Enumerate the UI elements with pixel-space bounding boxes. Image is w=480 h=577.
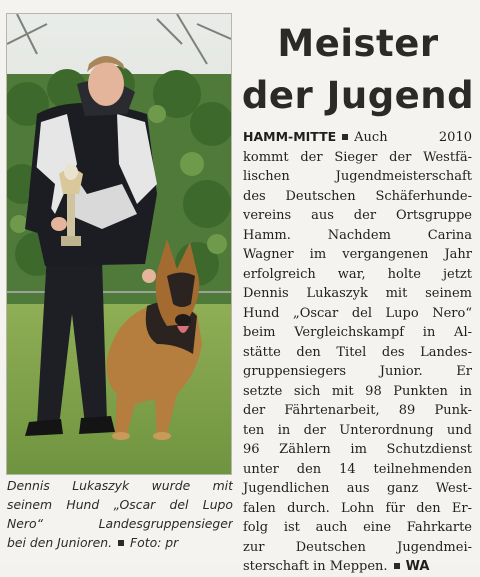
bullet-icon — [118, 540, 124, 546]
article-line: folg ist auch eine Fahrkarte — [243, 520, 472, 535]
article-line: erfolgreich war, holte jetzt — [243, 266, 472, 282]
article-line: Wagner im vergangenen Jahr — [243, 247, 472, 262]
bullet-icon — [394, 563, 400, 569]
caption-line: Nero“ Landesgruppensieger — [7, 516, 233, 531]
article-line: beim Vergleichskampf in Al- — [243, 325, 472, 340]
headline-line-1: Meister — [277, 22, 439, 65]
article-line: ten in der Unterordnung und — [243, 422, 472, 438]
caption-line: seinem Hund „Oscar del Lupo — [7, 497, 233, 512]
article-line: des Deutschen Schäferhunde- — [243, 188, 472, 204]
bullet-icon — [342, 134, 348, 140]
caption-line: bei den Junioren. — [7, 535, 113, 550]
photo-caption — [7, 476, 233, 552]
article-line: Dennis Lukaszyk mit seinem — [243, 286, 472, 301]
headline-line-2: der Jugend — [241, 74, 475, 117]
article-line: unter den 14 teilnehmenden — [243, 461, 472, 477]
article-line: zur Deutschen Jugendmei- — [243, 539, 472, 555]
article-line: Auch 2010 — [354, 130, 472, 145]
article-line: stätte den Titel des Landes- — [243, 344, 472, 360]
article-line: falen durch. Lohn für den Er- — [243, 500, 472, 516]
article-line: kommt der Sieger der Westfä- — [243, 149, 472, 165]
article-line: gruppensiegers Junior. Er — [243, 364, 472, 379]
caption-line: Dennis Lukaszyk wurde mit — [7, 478, 233, 493]
article-photo — [6, 13, 232, 475]
headline — [240, 18, 476, 122]
article-line: setzte sich mit 98 Punkten in — [243, 383, 472, 399]
author-signature: WA — [405, 559, 430, 574]
photo-credit: Foto: pr — [130, 535, 179, 550]
article-line: Hund „Oscar del Lupo Nero“ — [243, 305, 472, 321]
article-body — [243, 127, 472, 577]
caption-last-line — [7, 533, 233, 552]
dateline: HAMM-MITTE — [243, 129, 337, 144]
article-line: Jugendlichen aus ganz West- — [243, 481, 472, 496]
article-line: lischen Jugendmeisterschaft — [243, 169, 472, 184]
article-line: vereins aus der Ortsgruppe — [243, 208, 472, 223]
photo-young-man-with-trophy-and-shepherd-dog — [7, 14, 231, 474]
article-line: 96 Zählern im Schutzdienst — [243, 442, 472, 457]
article-line: Hamm. Nachdem Carina — [243, 227, 472, 243]
article-first-line — [243, 127, 472, 148]
article-line: der Fährtenarbeit, 89 Punk- — [243, 403, 472, 418]
article-line: sterschaft in Meppen. — [243, 559, 388, 574]
article-last-line — [243, 557, 472, 577]
